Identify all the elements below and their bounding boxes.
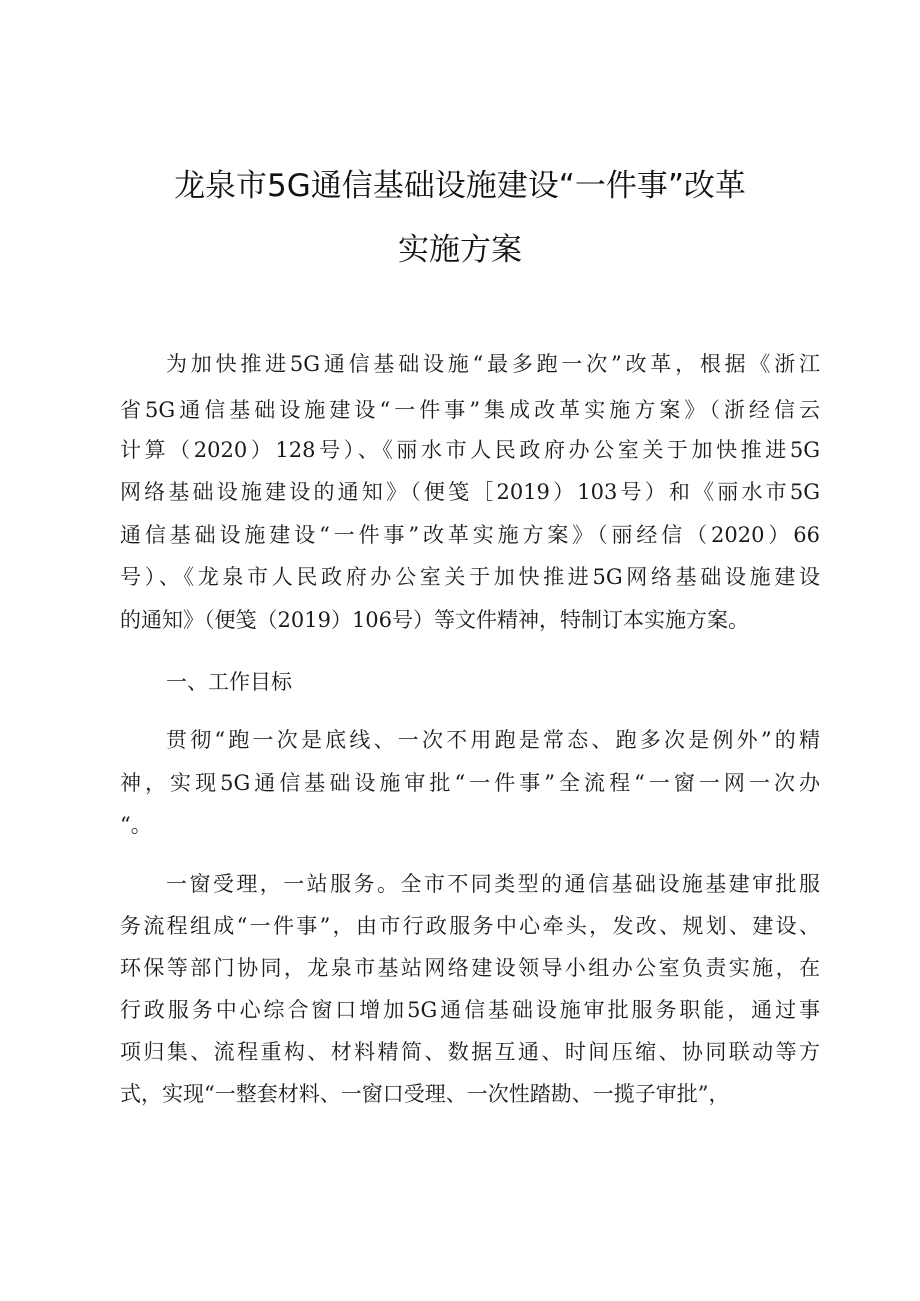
intro-paragraph-line: 的通知》（便笺（2019）106号）等文件精神，特制订本实施方案。 [120, 608, 750, 632]
service-paragraph-line: 环保等部门协同，龙泉市基站网络建设领导小组办公室负责实施，在 [120, 956, 820, 980]
service-paragraph-line: 式，实现“一整套材料、一窗口受理、一次性踏勘、一揽子审批”， [120, 1082, 730, 1106]
service-paragraph-line: 务流程组成“一件事”，由市行政服务中心牵头，发改、规划、建设、 [120, 914, 820, 938]
service-paragraph-line: 项归集、流程重构、材料精简、数据互通、时间压缩、协同联动等方 [120, 1040, 820, 1064]
document-title-line-1: 龙泉市5G通信基础设施建设“一件事”改革 [174, 168, 746, 204]
document-title-line-2: 实施方案 [398, 232, 522, 268]
goal-paragraph-line: 贯彻“跑一次是底线、一次不用跑是常态、跑多次是例外”的精 [166, 728, 820, 752]
intro-paragraph-line: 通信基础设施建设“一件事”改革实施方案》（丽经信（2020）66 [120, 523, 820, 547]
intro-paragraph-line: 号）、《龙泉市人民政府办公室关于加快推进5G网络基础设施建设 [120, 565, 820, 589]
intro-paragraph-line: 网络基础设施建设的通知》（便笺［2019）103号）和《丽水市5G [120, 480, 820, 504]
service-paragraph-line: 一窗受理，一站服务。全市不同类型的通信基础设施基建审批服 [166, 872, 820, 896]
intro-paragraph-line: 计算（2020）128号）、《丽水市人民政府办公室关于加快推进5G [120, 438, 820, 462]
intro-paragraph-line: 省5G通信基础设施建设“一件事”集成改革实施方案》（浙经信云 [120, 398, 820, 422]
section-heading: 一、工作目标 [166, 670, 292, 694]
service-paragraph-line: 行政服务中心综合窗口增加5G通信基础设施审批服务职能，通过事 [120, 998, 820, 1022]
intro-paragraph-line: 为加快推进5G通信基础设施“最多跑一次”改革，根据《浙江 [166, 352, 820, 376]
goal-paragraph-line: 神，实现5G通信基础设施审批“一件事”全流程“一窗一网一次办 [120, 771, 820, 795]
goal-paragraph-line: “。 [120, 813, 152, 837]
